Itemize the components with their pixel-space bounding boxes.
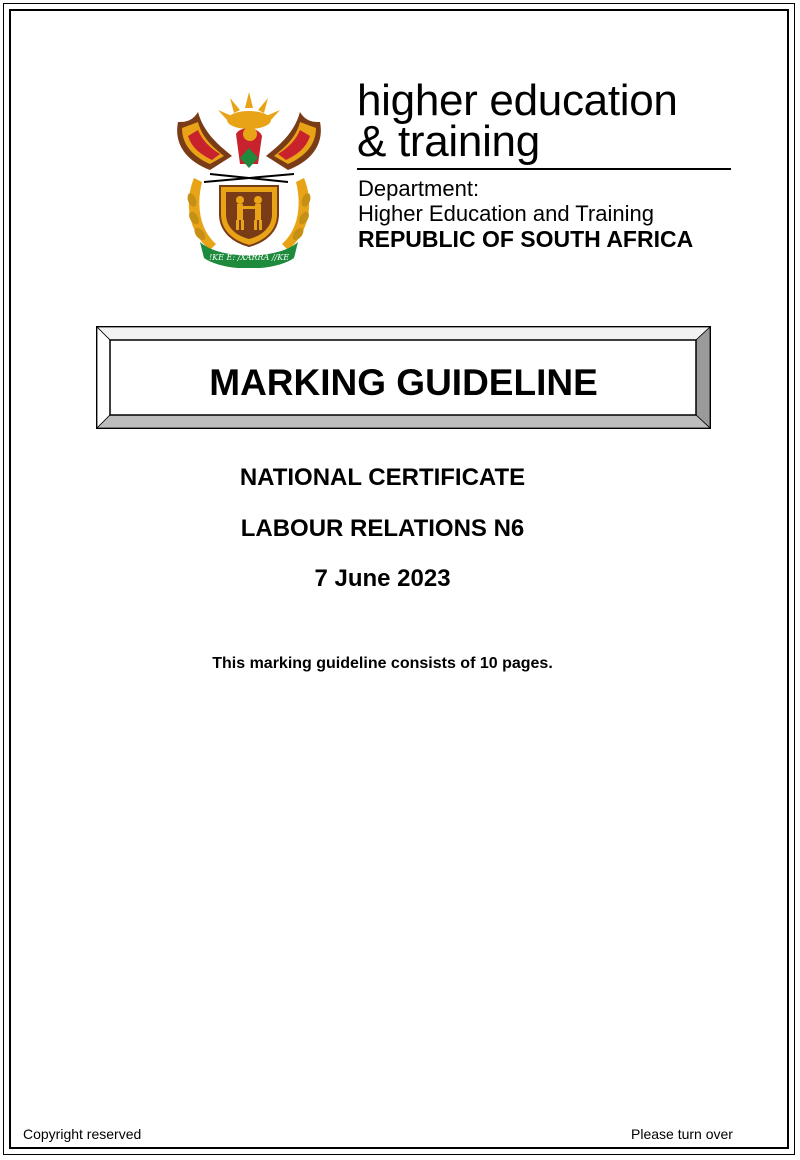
coat-of-arms-logo: [170, 82, 328, 268]
subject-heading: LABOUR RELATIONS N6: [240, 515, 525, 542]
coat-motto-text: !KE E: /XARRA //KE: [208, 253, 290, 262]
exam-date: 7 June 2023: [314, 565, 451, 592]
page-count-note: This marking guideline consists of 10 pages.: [212, 655, 553, 672]
certificate-heading: NATIONAL CERTIFICATE: [239, 464, 526, 491]
brand-line-2: & training: [357, 117, 540, 166]
brand-line-1: higher education: [357, 76, 678, 125]
footer-turn-over: Please turn over: [631, 1126, 733, 1142]
footer-copyright: Copyright reserved: [23, 1126, 142, 1142]
brand-divider: [357, 168, 731, 170]
department-name: Higher Education and Training: [358, 201, 654, 226]
department-label: Department:: [358, 176, 480, 201]
document-title: MARKING GUIDELINE: [209, 362, 598, 403]
country-name: REPUBLIC OF SOUTH AFRICA: [358, 226, 694, 252]
